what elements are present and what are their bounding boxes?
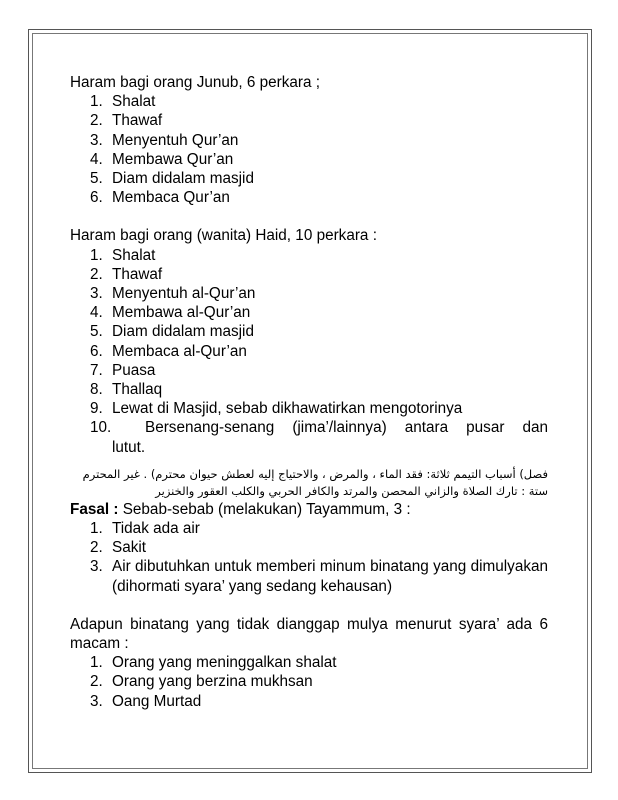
list-item: 7. Puasa (90, 361, 156, 379)
junub-list (70, 92, 548, 207)
list-item: 6. Membaca al-Qur’an (90, 342, 247, 360)
list-item: 10. Bersenang-senang (jima’/lainnya) antara pusar dan (90, 419, 548, 437)
list-item: 3. Air dibutuhkan untuk memberi minum binatang yang dimulyakan (dihormati syara’ yang sedang kehausan) (90, 558, 548, 595)
list-item: 2. Thawaf (90, 265, 163, 283)
tayammum-list (70, 519, 548, 557)
junub-heading: Haram bagi orang Junub, 6 perkara ; (70, 74, 320, 91)
list-item: 6. Membaca Qur’an (90, 189, 230, 207)
list-item: 3. Menyentuh Qur’an (90, 131, 239, 149)
list-item: 9. Lewat di Masjid, sebab dikhawatirkan mengotorinya (90, 400, 463, 418)
list-item: 5. Diam didalam masjid (90, 323, 254, 341)
list-item: 4. Membawa al-Qur’an (90, 304, 251, 322)
document-body (70, 73, 548, 711)
binatang-heading: Adapun binatang yang tidak dianggap mulya menurut syara’ ada 6 macam : (70, 615, 548, 653)
fasal-heading: Fasal : Sebab-sebab (melakukan) Tayammum, 3 : (70, 500, 411, 518)
list-item-continuation: lutut. (112, 438, 146, 456)
list-item: 8. Thallaq (90, 381, 163, 399)
arabic-passage: فصل) أسباب التيمم ثلاثة: فقد الماء ، والمرض ، والاحتياج إليه لعطش حيوان محترم) . غير المحترم ستة : تارك الصلاة والزاني المحصن والمرتد والكافر الحربي والكلب العقور والخنزير (82, 466, 548, 498)
fasal-label: Fasal : (70, 500, 119, 518)
list-item: 2. Sakit (90, 539, 147, 557)
haid-heading: Haram bagi orang (wanita) Haid, 10 perkara : (70, 227, 377, 245)
list-item: 1. Shalat (90, 246, 156, 264)
list-item: 3. Oang Murtad (90, 692, 202, 710)
list-item: 3. Menyentuh al-Qur’an (90, 285, 256, 303)
list-item: 2. Orang yang berzina mukhsan (90, 673, 313, 691)
list-item: 2. Thawaf (90, 112, 163, 130)
list-item: 5. Diam didalam masjid (90, 170, 254, 188)
haid-list (70, 246, 548, 438)
list-item: 4. Membawa Qur’an (90, 150, 234, 168)
list-item: 1. Tidak ada air (90, 520, 200, 538)
binatang-list (70, 653, 548, 711)
list-item: 1. Orang yang meninggalkan shalat (90, 654, 337, 672)
list-item: 1. Shalat (90, 93, 156, 111)
